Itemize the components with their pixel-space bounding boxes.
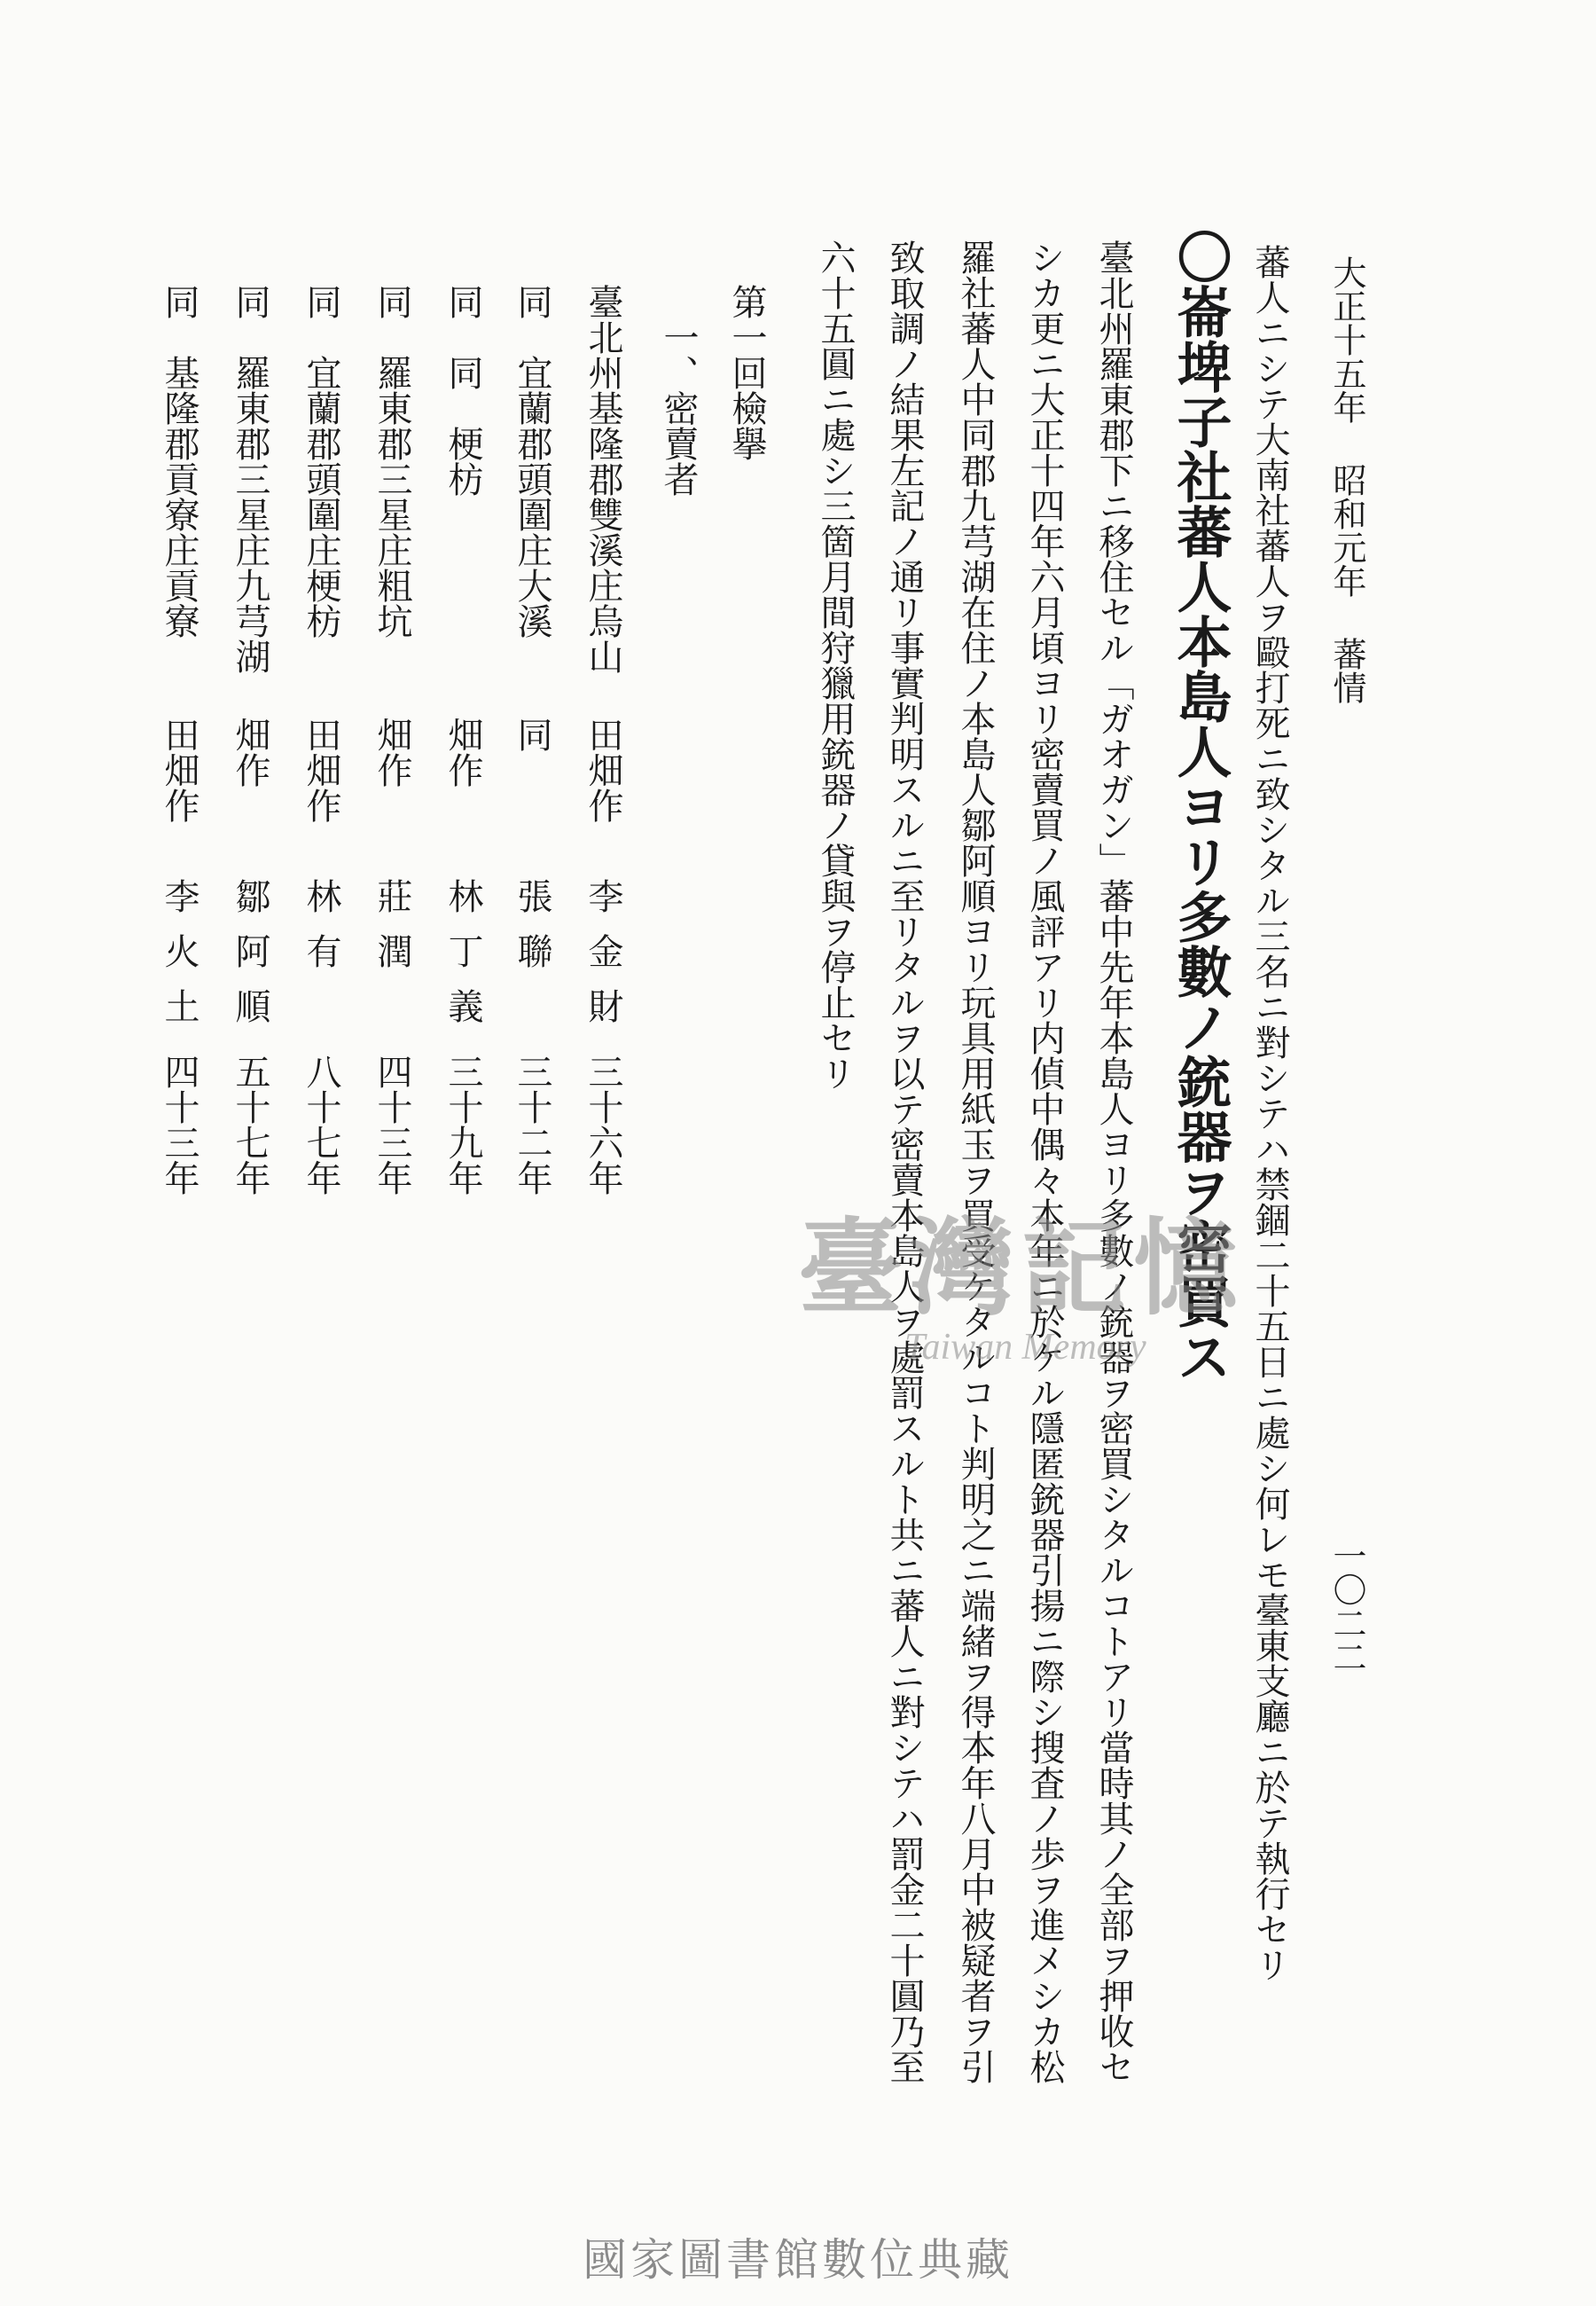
occupation: 畑作 xyxy=(442,717,483,788)
occupation: 田畑作 xyxy=(159,717,200,823)
address: 同 宜蘭郡頭圍庄大溪 xyxy=(512,284,552,639)
occupation: 田畑作 xyxy=(301,717,341,823)
age: 四十三年 xyxy=(372,1054,412,1196)
age: 三十九年 xyxy=(442,1054,483,1196)
occupation: 畑作 xyxy=(230,717,270,788)
taiwan-memory-watermark xyxy=(798,1184,1245,1369)
watermark-chinese: 臺灣記憶 xyxy=(798,1206,1246,1329)
article-title: 〇崙埤子社蕃人本島人ヨリ多數ノ銃器ヲ密買ス xyxy=(1168,229,1232,1384)
person-name: 李火土 xyxy=(159,878,200,1043)
page-number: 一〇二二 xyxy=(1327,1539,1366,1674)
occupation: 同 xyxy=(512,717,552,752)
address: 同 同 梗枋 xyxy=(442,284,483,497)
address: 同 基隆郡貢寮庄貢寮 xyxy=(159,284,200,639)
watermark-english: Taiwan Memory xyxy=(904,1327,1146,1368)
body-paragraph-line: 致取調ノ結果左記ノ通リ事實判明スルニ至リタルヲ以テ密賣本島人ヲ處罰スルト共ニ蕃人ニ對シテハ罰金二十圓乃至 xyxy=(884,239,925,2084)
body-paragraph-line: シカ更ニ大正十四年六月頃ヨリ密賣買ノ風評アリ内偵中偶々本年ニ於ケル隱匿銃器引揚ニ際シ搜査ノ歩ヲ進メシカ松 xyxy=(1024,239,1065,2084)
address: 同 羅東郡三星庄九芎湖 xyxy=(230,284,270,674)
subsection-heading: 一、密賣者 xyxy=(658,319,699,497)
body-paragraph-line: 六十五圓ニ處シ三箇月間狩獵用銃器ノ貸與ヲ停止セリ xyxy=(815,239,856,1091)
age: 三十六年 xyxy=(583,1054,623,1196)
running-header: 大正十五年 昭和元年 蕃情 xyxy=(1327,255,1366,704)
person-name: 張聯 xyxy=(512,878,552,988)
body-paragraph-line: 羅社蕃人中同郡九芎湖在住ノ本島人鄒阿順ヨリ玩具用紙玉ヲ買受ケタルコト判明之ニ端緒ヲ得本年八月中被疑者ヲ引 xyxy=(955,239,996,2084)
address: 臺北州基隆郡雙溪庄烏山 xyxy=(583,284,623,674)
address: 同 羅東郡三星庄粗坑 xyxy=(372,284,412,639)
person-name: 林丁義 xyxy=(442,878,483,1043)
age: 三十二年 xyxy=(512,1054,552,1196)
occupation: 田畑作 xyxy=(583,717,623,823)
body-paragraph-line: 臺北州羅東郡下ニ移住セル「ガオガン」蕃中先年本島人ヨリ多數ノ銃器ヲ密買シタルコトアリ當時其ノ全部ヲ押收セ xyxy=(1093,239,1134,2084)
address: 同 宜蘭郡頭圍庄梗枋 xyxy=(301,284,341,639)
footer-collection-label: 國家圖書館數位典藏 xyxy=(583,2234,1013,2286)
age: 五十七年 xyxy=(230,1054,270,1196)
occupation: 畑作 xyxy=(372,717,412,788)
person-name: 莊潤 xyxy=(372,878,412,988)
age: 八十七年 xyxy=(301,1054,341,1196)
person-name: 林有 xyxy=(301,878,341,988)
age: 四十三年 xyxy=(159,1054,200,1196)
person-name: 李金財 xyxy=(583,878,623,1043)
person-name: 鄒阿順 xyxy=(230,878,270,1043)
section-heading: 第一回檢擧 xyxy=(726,284,767,461)
body-line-1: 蕃人ニシテ大南社蕃人ヲ毆打死ニ致シタル三名ニ對シテハ禁錮二十五日ニ處シ何レモ臺東支廳ニ於テ執行セリ xyxy=(1249,244,1290,1982)
